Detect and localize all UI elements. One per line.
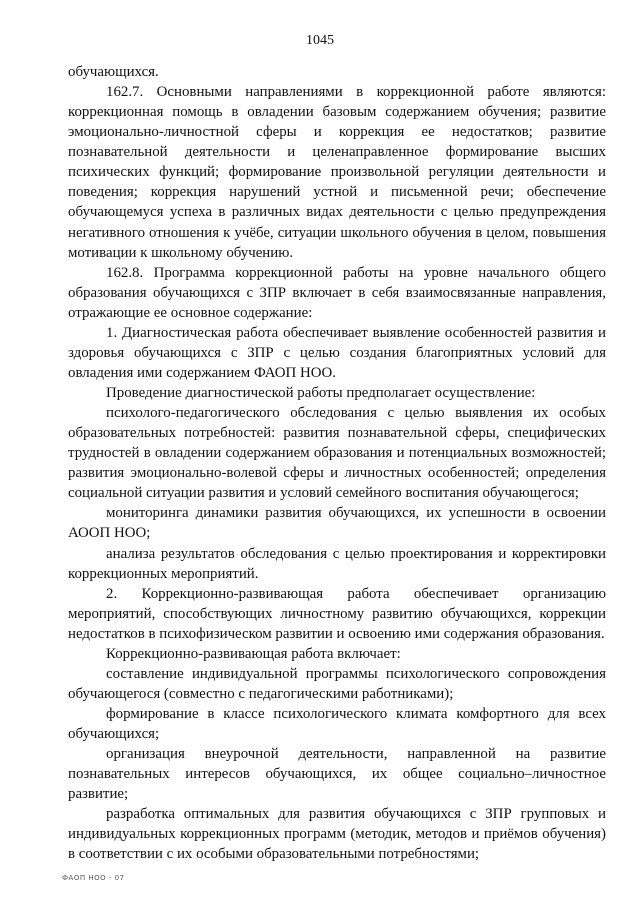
paragraph: разработка оптимальных для развития обучающихся с ЗПР групповых и индивидуальных коррекционных программ (методик, методов и приёмов обучения) в соответствии с их особыми образовательными потребностями; [68,806,606,863]
document-body [68,62,606,865]
paragraph: 162.8. Программа коррекционной работы на уровне начального общего образования обучающихся с ЗПР включает в себя взаимосвязанные направления, отражающие ее основное содержание: [68,264,606,321]
paragraph: организация внеурочной деятельности, направленной на развитие познавательных интересов обучающихся, их общее социально–личностное развитие; [68,746,606,803]
paragraph: Проведение диагностической работы предполагает осуществление: [106,385,536,401]
paragraph: психолого-педагогического обследования с целью выявления их особых образовательных потребностей: развития познавательной сферы, специфических трудностей в овладении содержанием образования и потенциальных возможностей; развития эмоционально-волевой сферы и личностных особенностей; определения социальной ситуации развития и условий семейного воспитания обучающегося; [68,405,606,502]
paragraph: составление индивидуальной программы психологического сопровождения обучающегося (совместно с педагогическими работниками); [68,665,606,702]
paragraph: Коррекционно-развивающая работа включает: [106,645,401,662]
page-number: 1045 [306,33,334,48]
paragraph: 162.7. Основными направлениями в коррекционной работе являются: коррекционная помощь в овладении базовым содержанием обучения; развитие эмоционально-личностной сферы и коррекция ее недостатков; развитие познавательной деятельности и целенаправленное формирование высших психических функций; формирование произвольной регуляции деятельности и поведения; коррекция нарушений устной и письменной речи; обеспечение обучающемуся успеха в различных видах деятельности с целью предупреждения негативного отношения к учёбе, ситуации школьного обучения в целом, повышения мотивации к школьному обучению. [68,84,606,261]
paragraph: анализа результатов обследования с целью проектирования и корректировки коррекционных мероприятий. [68,545,606,582]
paragraph: обучающихся. [68,64,159,80]
paragraph: мониторинга динамики развития обучающихся, их успешности в освоении АООП НОО; [68,505,606,542]
paragraph: 2. Коррекционно-развивающая работа обеспечивает организацию мероприятий, способствующих личностному развитию обучающихся, коррекции недостатков в психофизическом развитии и освоению ими содержания образования. [68,585,606,642]
paragraph: 1. Диагностическая работа обеспечивает выявление особенностей развития и здоровья обучающихся с ЗПР с целью создания благоприятных условий для овладения ими содержанием ФАОП НОО. [68,324,606,381]
footer-code: ФАОП НОО - 07 [62,874,125,882]
paragraph: формирование в классе психологического климата комфортного для всех обучающихся; [68,706,606,743]
